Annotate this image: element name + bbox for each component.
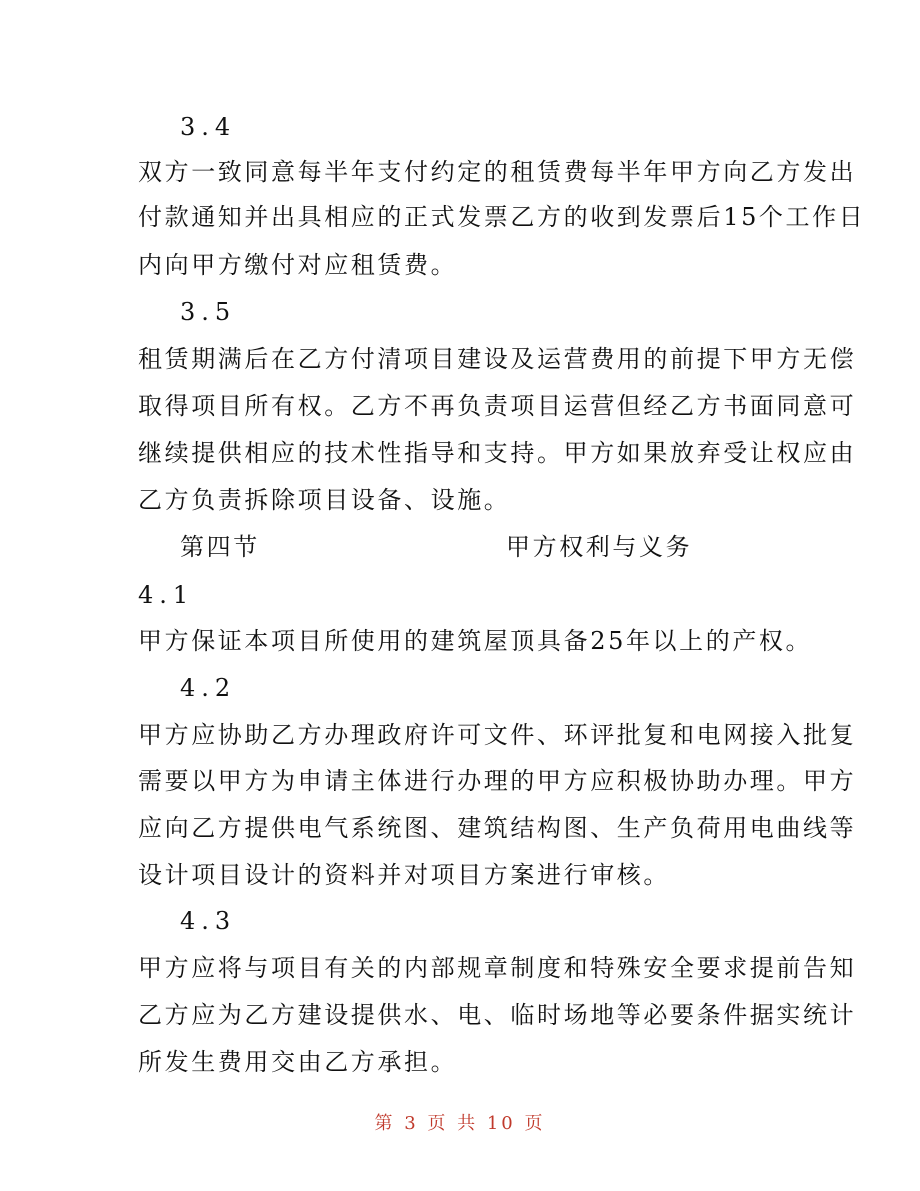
clause-number-4-3: 4.3 <box>180 907 237 935</box>
clause-3-4-line-2: 付款通知并出具相应的正式发票乙方的收到发票后15个工作日 <box>138 203 866 231</box>
clause-number-3-4: 3.4 <box>180 113 237 141</box>
section-label: 第四节 <box>180 533 260 561</box>
clause-number-4-1: 4.1 <box>138 581 195 609</box>
clause-4-3-line-2: 乙方应为乙方建设提供水、电、临时场地等必要条件据实统计 <box>138 1001 857 1029</box>
clause-4-2-line-3: 应向乙方提供电气系统图、建筑结构图、生产负荷用电曲线等 <box>138 814 857 842</box>
section-title: 甲方权利与义务 <box>506 533 693 561</box>
clause-3-5-line-3: 继续提供相应的技术性指导和支持。甲方如果放弃受让权应由 <box>138 439 857 467</box>
page-number-footer: 第 3 页 共 10 页 <box>374 1113 546 1134</box>
clause-3-5-line-4: 乙方负责拆除项目设备、设施。 <box>138 486 511 514</box>
clause-3-5-line-1: 租赁期满后在乙方付清项目建设及运营费用的前提下甲方无偿 <box>138 345 857 373</box>
clause-4-1-line-1: 甲方保证本项目所使用的建筑屋顶具备25年以上的产权。 <box>138 627 813 655</box>
clause-4-3-line-3: 所发生费用交由乙方承担。 <box>138 1048 458 1076</box>
clause-3-4-line-1: 双方一致同意每半年支付约定的租赁费每半年甲方向乙方发出 <box>138 158 857 186</box>
clause-number-4-2: 4.2 <box>180 674 237 702</box>
clause-3-4-line-3: 内向甲方缴付对应租赁费。 <box>138 251 458 279</box>
clause-4-2-line-2: 需要以甲方为申请主体进行办理的甲方应积极协助办理。甲方 <box>138 767 857 795</box>
clause-3-5-line-2: 取得项目所有权。乙方不再负责项目运营但经乙方书面同意可 <box>138 392 857 420</box>
clause-4-2-line-1: 甲方应协助乙方办理政府许可文件、环评批复和电网接入批复 <box>138 721 857 749</box>
clause-4-2-line-4: 设计项目设计的资料并对项目方案进行审核。 <box>138 861 670 889</box>
clause-4-3-line-1: 甲方应将与项目有关的内部规章制度和特殊安全要求提前告知 <box>138 954 857 982</box>
clause-number-3-5: 3.5 <box>180 298 237 326</box>
